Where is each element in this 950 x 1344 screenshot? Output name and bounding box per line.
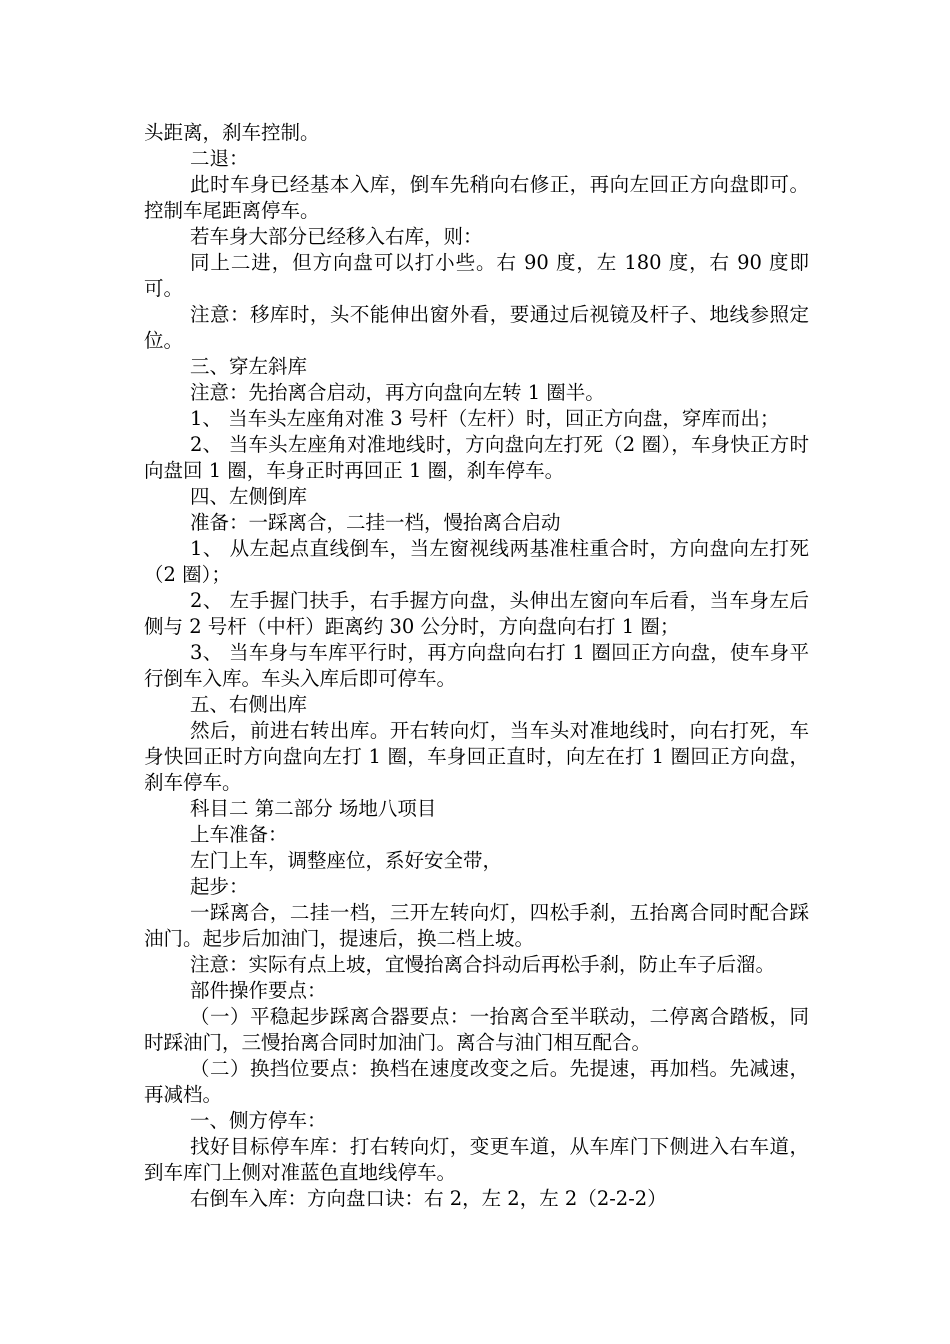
paragraph: （一）平稳起步踩离合器要点：一抬离合至半联动，二停离合踏板，同时踩油门，三慢抬离合同时加油门。离合与油门相互配合。 [144, 1005, 809, 1054]
paragraph: 找好目标停车库：打右转向灯，变更车道，从车库门下侧进入右车道，到车库门上侧对准蓝色直地线停车。 [144, 1135, 809, 1184]
document-body [144, 120, 809, 1212]
section-heading: 五、右侧出库 [190, 693, 308, 716]
paragraph: 此时车身已经基本入库，倒车先稍向右修正，再向左回正方向盘即可。控制车尾距离停车。 [144, 173, 809, 222]
paragraph: 准备：一踩离合，二挂一档，慢抬离合启动 [190, 511, 561, 534]
section-heading: 三、穿左斜库 [190, 355, 308, 378]
note-paragraph: 注意：移库时，头不能伸出窗外看，要通过后视镜及杆子、地线参照定位。 [144, 303, 809, 352]
section-heading: 一、侧方停车： [190, 1109, 327, 1132]
paragraph: 一踩离合，二挂一档，三开左转向灯，四松手刹，五抬离合同时配合踩油门。起步后加油门，提速后，换二档上坡。 [144, 901, 809, 950]
subheading: 部件操作要点： [190, 979, 327, 1002]
note-paragraph: 注意：实际有点上坡，宜慢抬离合抖动后再松手刹，防止车子后溜。 [190, 953, 776, 976]
list-item: 1、 从左起点直线倒车，当左窗视线两基准柱重合时，方向盘向左打死（2 圈）； [144, 537, 809, 586]
paragraph: 头距离，刹车控制。 [144, 121, 320, 144]
list-item: 2、 左手握门扶手，右手握方向盘，头伸出左窗向车后看，当车身左后侧与 2 号杆（中杆）距离约 30 公分时，方向盘向右打 1 圈； [144, 589, 809, 638]
subheading: 上车准备： [190, 823, 288, 846]
paragraph: （二）换挡位要点：换档在速度改变之后。先提速，再加档。先减速，再减档。 [144, 1057, 809, 1106]
list-item: 1、 当车头左座角对准 3 号杆（左杆）时，回正方向盘，穿库而出； [190, 407, 780, 430]
section-heading: 科目二 第二部分 场地八项目 [190, 797, 437, 820]
section-heading: 四、左侧倒库 [190, 485, 308, 508]
list-item: 3、 当车身与车库平行时，再方向盘向右打 1 圈回正方向盘，使车身平行倒车入库。车头入库后即可停车。 [144, 641, 809, 690]
paragraph: 左门上车，调整座位，系好安全带， [190, 849, 503, 872]
list-item: 2、 当车头左座角对准地线时，方向盘向左打死（2 圈），车身快正方时向盘回 1 圈，车身正时再回正 1 圈，刹车停车。 [144, 433, 809, 482]
paragraph: 若车身大部分已经移入右库，则： [190, 225, 483, 248]
note-paragraph: 注意：先抬离合启动，再方向盘向左转 1 圈半。 [190, 381, 605, 404]
paragraph: 同上二进，但方向盘可以打小些。右 90 度，左 180 度，右 90 度即可。 [144, 251, 809, 300]
subheading: 起步： [190, 875, 249, 898]
paragraph: 然后，前进右转出库。开右转向灯，当车头对准地线时，向右打死，车身快回正时方向盘向左打 1 圈，车身回正直时，向左在打 1 圈回正方向盘，刹车停车。 [144, 719, 809, 794]
paragraph: 右倒车入库：方向盘口诀：右 2，左 2，左 2（2-2-2） [190, 1187, 667, 1210]
section-heading: 二退： [190, 147, 249, 170]
